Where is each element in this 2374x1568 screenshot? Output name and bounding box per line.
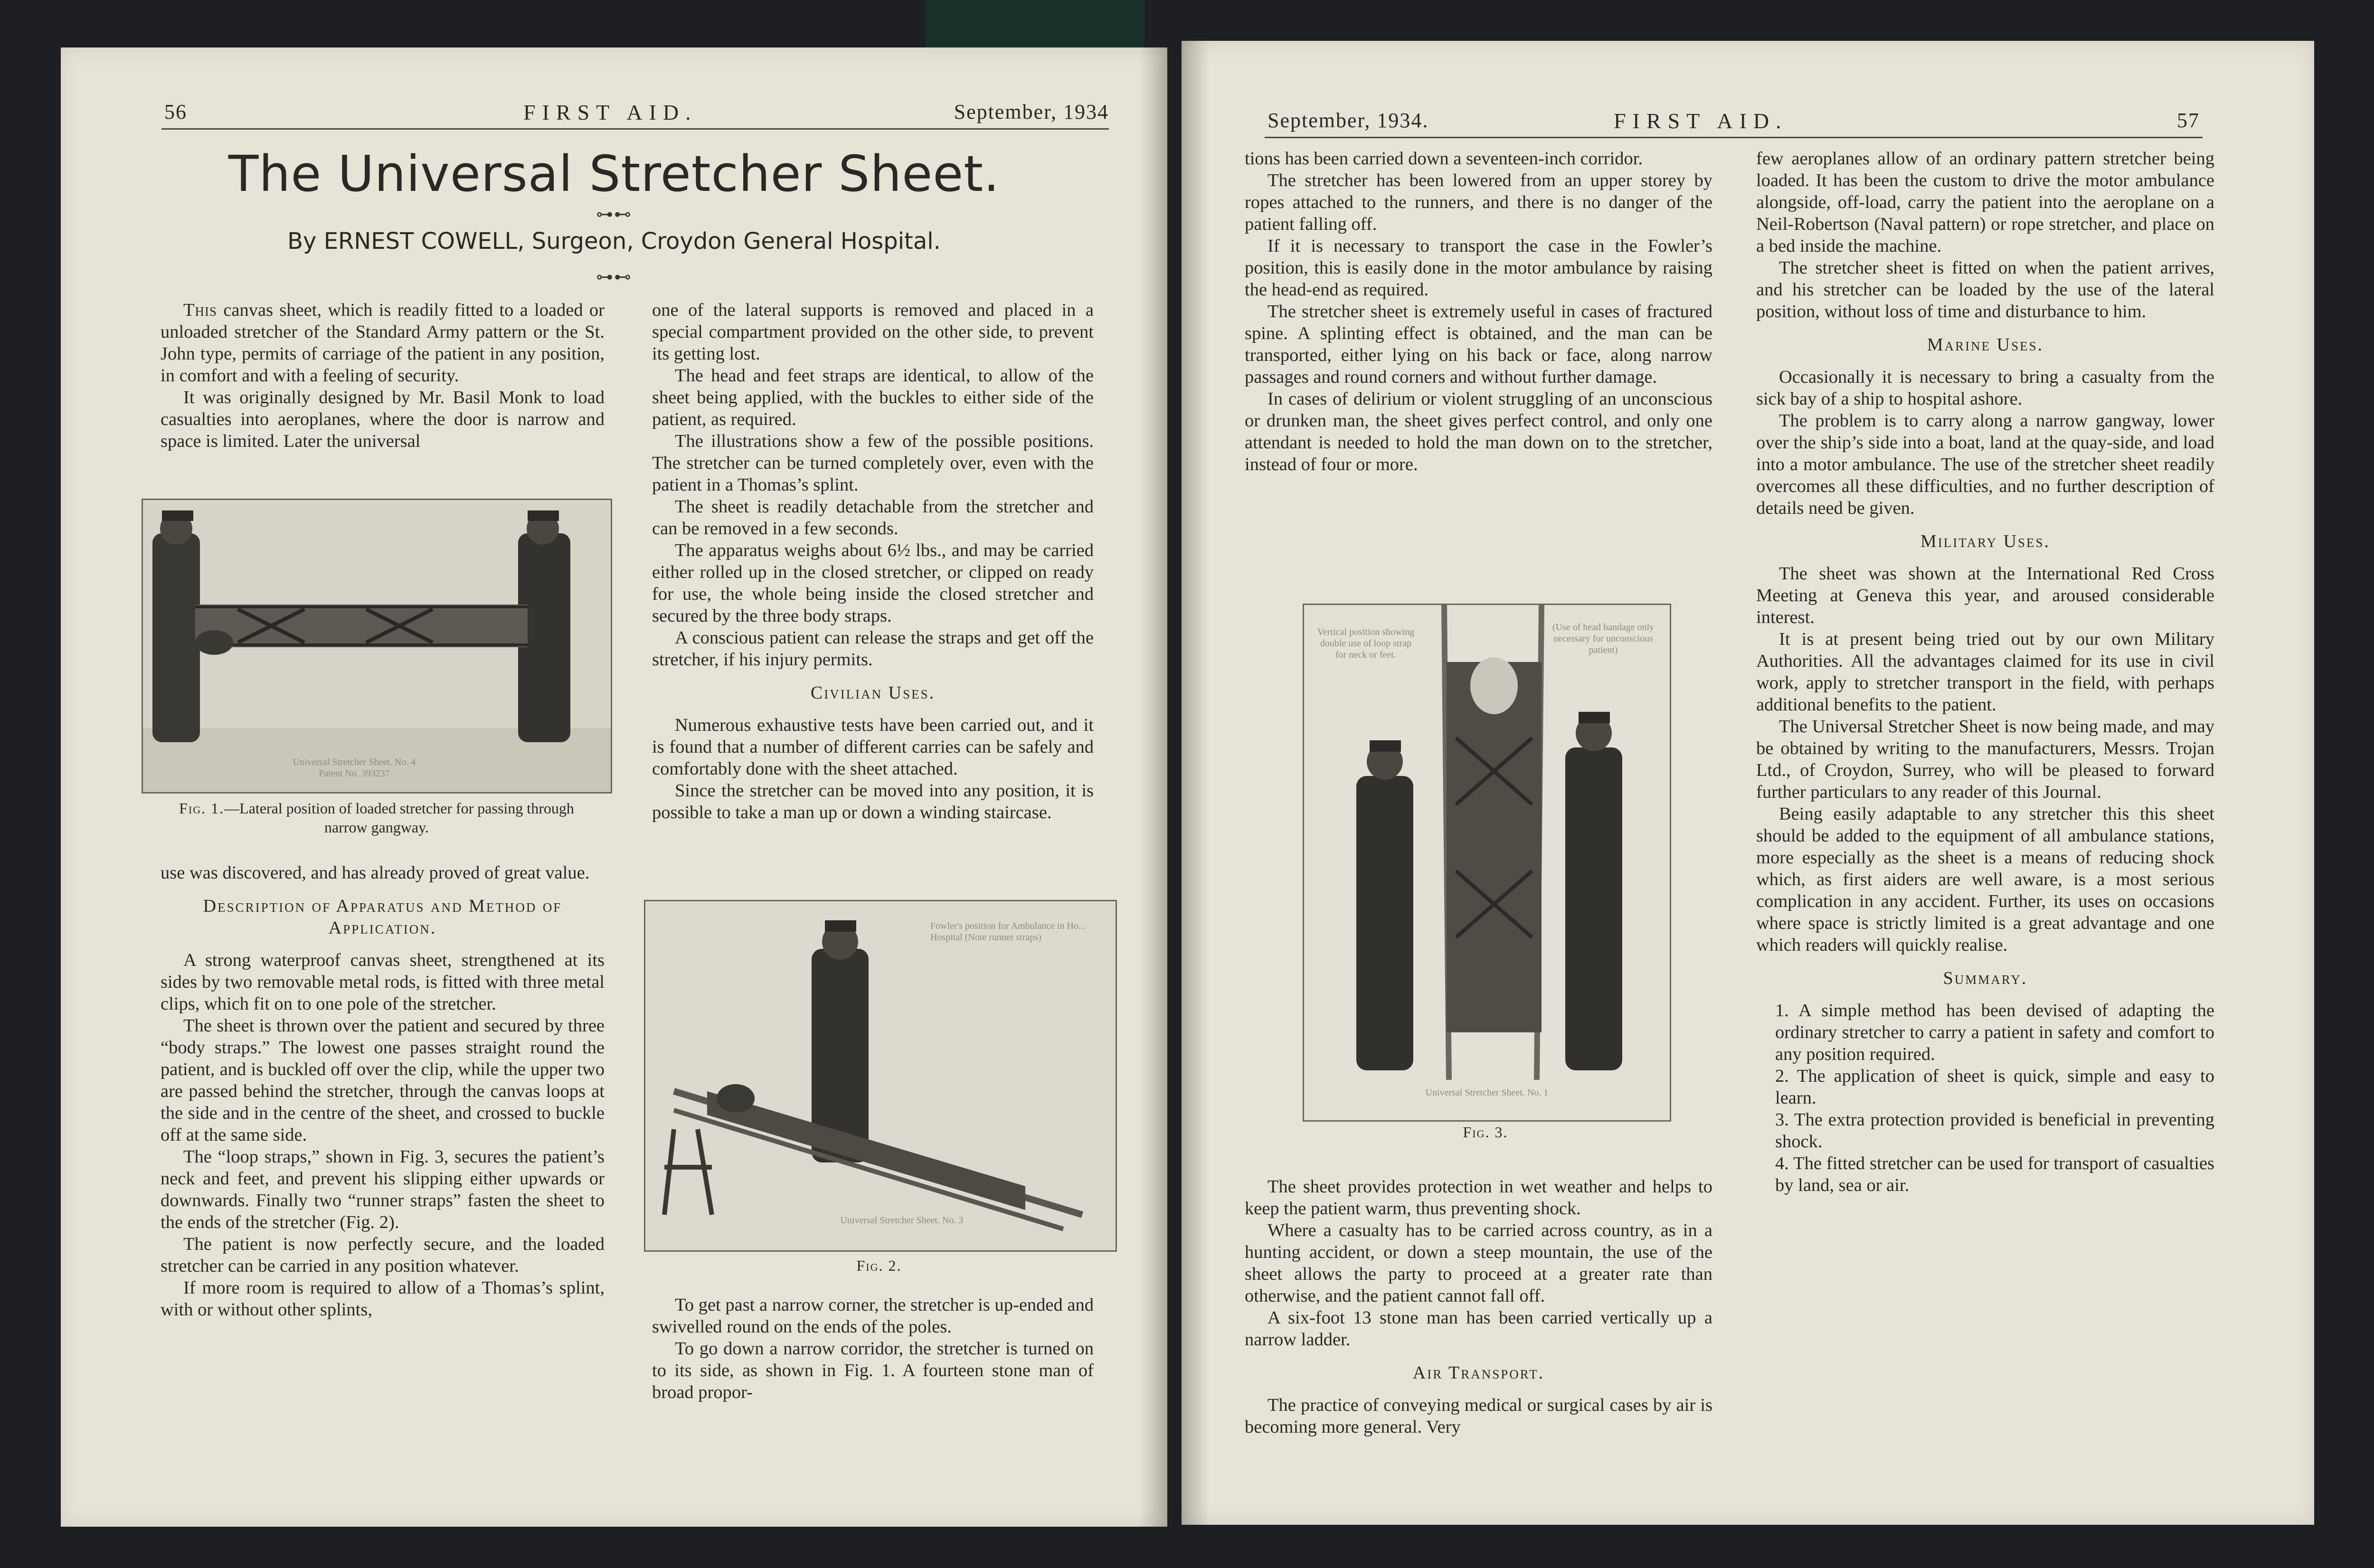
- column-3-top: [1245, 148, 1712, 475]
- right-page: [1182, 41, 2314, 1525]
- figure-1-photo: [142, 499, 612, 793]
- paragraph: The practice of conveying medical or surgical cases by air is becoming more general. Very: [1245, 1395, 1712, 1437]
- journal-title: FIRST AID.: [1614, 109, 1788, 133]
- photo-label: Universal Stretcher Sheet. No. 4 Patent No. 393237: [293, 757, 416, 779]
- paragraph: The sheet provides protection in wet weather and helps to keep the patient warm, thus preventing shock.: [1245, 1177, 1712, 1219]
- gutter-shadow: [1139, 47, 1167, 1527]
- paragraph: It was originally designed by Mr. Basil Monk to load casualties into aeroplanes, where the door is narrow and space is limited. Later the universal: [161, 387, 605, 451]
- paragraph: If more room is required to allow of a Thomas’s splint, with or without other splints,: [161, 1278, 605, 1320]
- section-heading: Civilian Uses.: [810, 683, 936, 703]
- paragraph: The sheet is readily detachable from the stretcher and can be removed in a few seconds.: [652, 497, 1094, 538]
- summary-item: 3. The extra protection provided is beneficial in preventing shock.: [1775, 1110, 2214, 1152]
- summary-item: 1. A simple method has been devised of adapting the ordinary stretcher to carry a patient in safety and comfort to any position required.: [1775, 1001, 2214, 1064]
- paragraph: The stretcher sheet is extremely useful in cases of fractured spine. A splinting effect is obtained, and the man can be transported, either lying on his back or face, along narrow passages and round corners and without further damage.: [1245, 302, 1712, 387]
- photo-label: Universal Stretcher Sheet. No. 1: [1425, 1087, 1549, 1098]
- column-2-bottom: [652, 1294, 1094, 1403]
- section-heading: Description of Apparatus and Method of Application.: [203, 896, 562, 938]
- paragraph: Being easily adaptable to any stretcher this this sheet should be added to the equipment of all ambulance stations, more especially as the sheet is a means of reducing shock which, as first aiders are well aware, is a most serious complication in any accident. Further, its uses on occasions where space is strictly limited is a great advantage and one which readers will quickly realise.: [1756, 804, 2214, 955]
- paragraph: tions has been carried down a seventeen-inch corridor.: [1245, 149, 1643, 169]
- paragraph: The illustrations show a few of the possible positions. The stretcher can be turned completely over, even with the patient in a Thomas’s splint.: [652, 431, 1094, 495]
- paragraph: The patient is now perfectly secure, and the loaded stretcher can be carried in any position whatever.: [161, 1234, 605, 1276]
- column-4: [1756, 148, 2214, 1196]
- photo-label: Universal Stretcher Sheet. No. 3: [840, 1215, 964, 1226]
- paragraph: use was discovered, and has already proved of great value.: [161, 863, 590, 883]
- fig3-illustration: [1304, 605, 1670, 1120]
- paragraph: To get past a narrow corner, the stretcher is up-ended and swivelled round on the ends of the poles.: [652, 1295, 1094, 1337]
- ornament-divider: ⊶⊷: [596, 205, 632, 224]
- issue-date: September, 1934.: [1267, 109, 1429, 132]
- column-1-bottom: [161, 862, 605, 1321]
- paragraph: Occasionally it is necessary to bring a casualty from the sick bay of a ship to hospital ashore.: [1756, 367, 2214, 409]
- summary-item: 4. The fitted stretcher can be used for transport of casualties by land, sea or air.: [1775, 1153, 2214, 1195]
- paragraph: It is at present being tried out by our own Military Authorities. All the advantages claimed for its use in civil work, apply to stretcher transport in the field, with perhaps additional benefits to the patient.: [1756, 629, 2214, 715]
- paragraph: The “loop straps,” shown in Fig. 3, secures the patient’s neck and feet, and prevent his slipping either upwards or downwards. Finally two “runner straps” fasten the sheet to the ends of the stretcher (Fig. 2).: [161, 1147, 605, 1232]
- drop-lead: This: [183, 300, 218, 320]
- paragraph: If it is necessary to transport the case in the Fowler’s position, this is easily done in the motor ambulance by raising the head-end as required.: [1245, 236, 1712, 300]
- fig1-illustration: [143, 500, 611, 792]
- paragraph: The sheet was shown at the International Red Cross Meeting at Geneva this year, and aroused considerable interest.: [1756, 564, 2214, 627]
- journal-title: FIRST AID.: [523, 100, 698, 124]
- summary-item: 2. The application of sheet is quick, simple and easy to learn.: [1775, 1066, 2214, 1108]
- column-2-top: [652, 299, 1094, 823]
- paragraph: This canvas sheet, which is readily fitted to a loaded or unloaded stretcher of the Standard Army pattern or the St. John type, permits of carriage of the patient in any position, in comfort and with a feeling of security.: [161, 300, 605, 386]
- section-heading: Military Uses.: [1920, 531, 2051, 551]
- paragraph: Since the stretcher can be moved into any position, it is possible to take a man up or down a winding staircase.: [652, 781, 1094, 822]
- page-header: [161, 95, 1109, 130]
- page-number: 57: [2177, 109, 2200, 132]
- section-heading: Summary.: [1943, 968, 2028, 988]
- left-page: [61, 47, 1167, 1527]
- byline: By ERNEST COWELL, Surgeon, Croydon General Hospital.: [287, 228, 941, 255]
- paragraph: The problem is to carry along a narrow gangway, lower over the ship’s side into a boat, land at the quay-side, and load into a motor ambulance. The use of the stretcher sheet readily overcomes all these difficulties, and no further description of details need be given.: [1756, 411, 2214, 518]
- section-heading: Air Transport.: [1412, 1363, 1545, 1383]
- figure-2-caption: Fig. 2.: [856, 1257, 902, 1274]
- fig2-illustration: [645, 901, 1116, 1250]
- section-heading: Marine Uses.: [1927, 335, 2044, 355]
- paragraph: A conscious patient can release the straps and get off the stretcher, if his injury permits.: [652, 628, 1094, 670]
- ornament-divider: ⊶⊷: [596, 267, 632, 286]
- paragraph: The stretcher sheet is fitted on when the patient arrives, and his stretcher can be loaded by the use of the lateral position, without loss of time and disturbance to him.: [1756, 258, 2214, 321]
- figure-3-photo: [1303, 604, 1671, 1122]
- paragraph: Where a casualty has to be carried across country, as in a hunting accident, or down a steep mountain, the use of the sheet allows the party to proceed at a greater rate than otherwise, and the patient cannot fall off.: [1245, 1220, 1712, 1306]
- paragraph: In cases of delirium or violent struggling of an unconscious or drunken man, the sheet gives perfect control, and only one attendant is needed to hold the man down on to the stretcher, instead of four or more.: [1245, 389, 1712, 474]
- article-title: The Universal Stretcher Sheet.: [228, 145, 1000, 203]
- figure-2-photo: [644, 900, 1117, 1252]
- column-3-bottom: [1245, 1176, 1712, 1438]
- page-number: 56: [164, 100, 187, 123]
- paragraph: The apparatus weighs about 6½ lbs., and may be carried either rolled up in the closed stretcher, or clipped on ready for use, the whole being inside the closed stretcher and secured by the three body straps.: [652, 540, 1094, 626]
- page-header: [1265, 104, 2203, 138]
- paragraph: To go down a narrow corridor, the stretcher is turned on to its side, as shown in Fig. 1. A fourteen stone man of broad propor-: [652, 1339, 1094, 1402]
- paragraph: The head and feet straps are identical, to allow of the sheet being applied, with the buckles to either side of the patient, as required.: [652, 366, 1094, 429]
- photo-overlay-label: Fowler's position for Ambulance in Ho... Hospital (Note runner straps): [930, 921, 1086, 943]
- paragraph: Numerous exhaustive tests have been carried out, and it is found that a number of different carries can be safely and comfortably done with the sheet attached.: [652, 715, 1094, 779]
- photo-label-left: Vertical position showing double use of loop strap for neck or feet.: [1317, 627, 1415, 660]
- paragraph: A six-foot 13 stone man has been carried vertically up a narrow ladder.: [1245, 1308, 1712, 1350]
- paragraph: The sheet is thrown over the patient and secured by three “body straps.” The lowest one passes straight round the patient, and is buckled off over the clip, while the upper two are passed behind the stretcher, through the canvas loops at the side and in the centre of the sheet, and crossed to buckle off at the same side.: [161, 1016, 605, 1145]
- paragraph: few aeroplanes allow of an ordinary pattern stretcher being loaded. It has been the custom to drive the motor ambulance alongside, off-load, carry the patient into the aeroplane on a Neil-Robertson (Naval pattern) or rope stretcher, and place on a bed inside the machine.: [1756, 149, 2214, 256]
- paragraph: A strong waterproof canvas sheet, strengthened at its sides by two removable metal rods, is fitted with three metal clips, which fit on to one pole of the stretcher.: [161, 950, 605, 1014]
- figure-1-caption: Fig. 1.—Lateral position of loaded stretcher for passing through narrow gangway.: [179, 800, 574, 836]
- paragraph: The Universal Stretcher Sheet is now being made, and may be obtained by writing to the manufacturers, Messrs. Trojan Ltd., of Croydon, Surrey, who will be pleased to forward further particulars to any reader of this Journal.: [1756, 717, 2214, 802]
- paragraph: one of the lateral supports is removed and placed in a special compartment provided on the other side, to prevent its getting lost.: [652, 300, 1094, 364]
- issue-date: September, 1934: [954, 100, 1109, 123]
- figure-3-caption: Fig. 3.: [1463, 1124, 1508, 1141]
- photo-label-right: (Use of head bandage only necessary for unconscious patient): [1552, 622, 1655, 655]
- paragraph: The stretcher has been lowered from an upper storey by ropes attached to the runners, and there is no danger of the patient falling off.: [1245, 170, 1712, 234]
- gutter-shadow: [1182, 41, 1210, 1525]
- column-1-top: [161, 299, 605, 452]
